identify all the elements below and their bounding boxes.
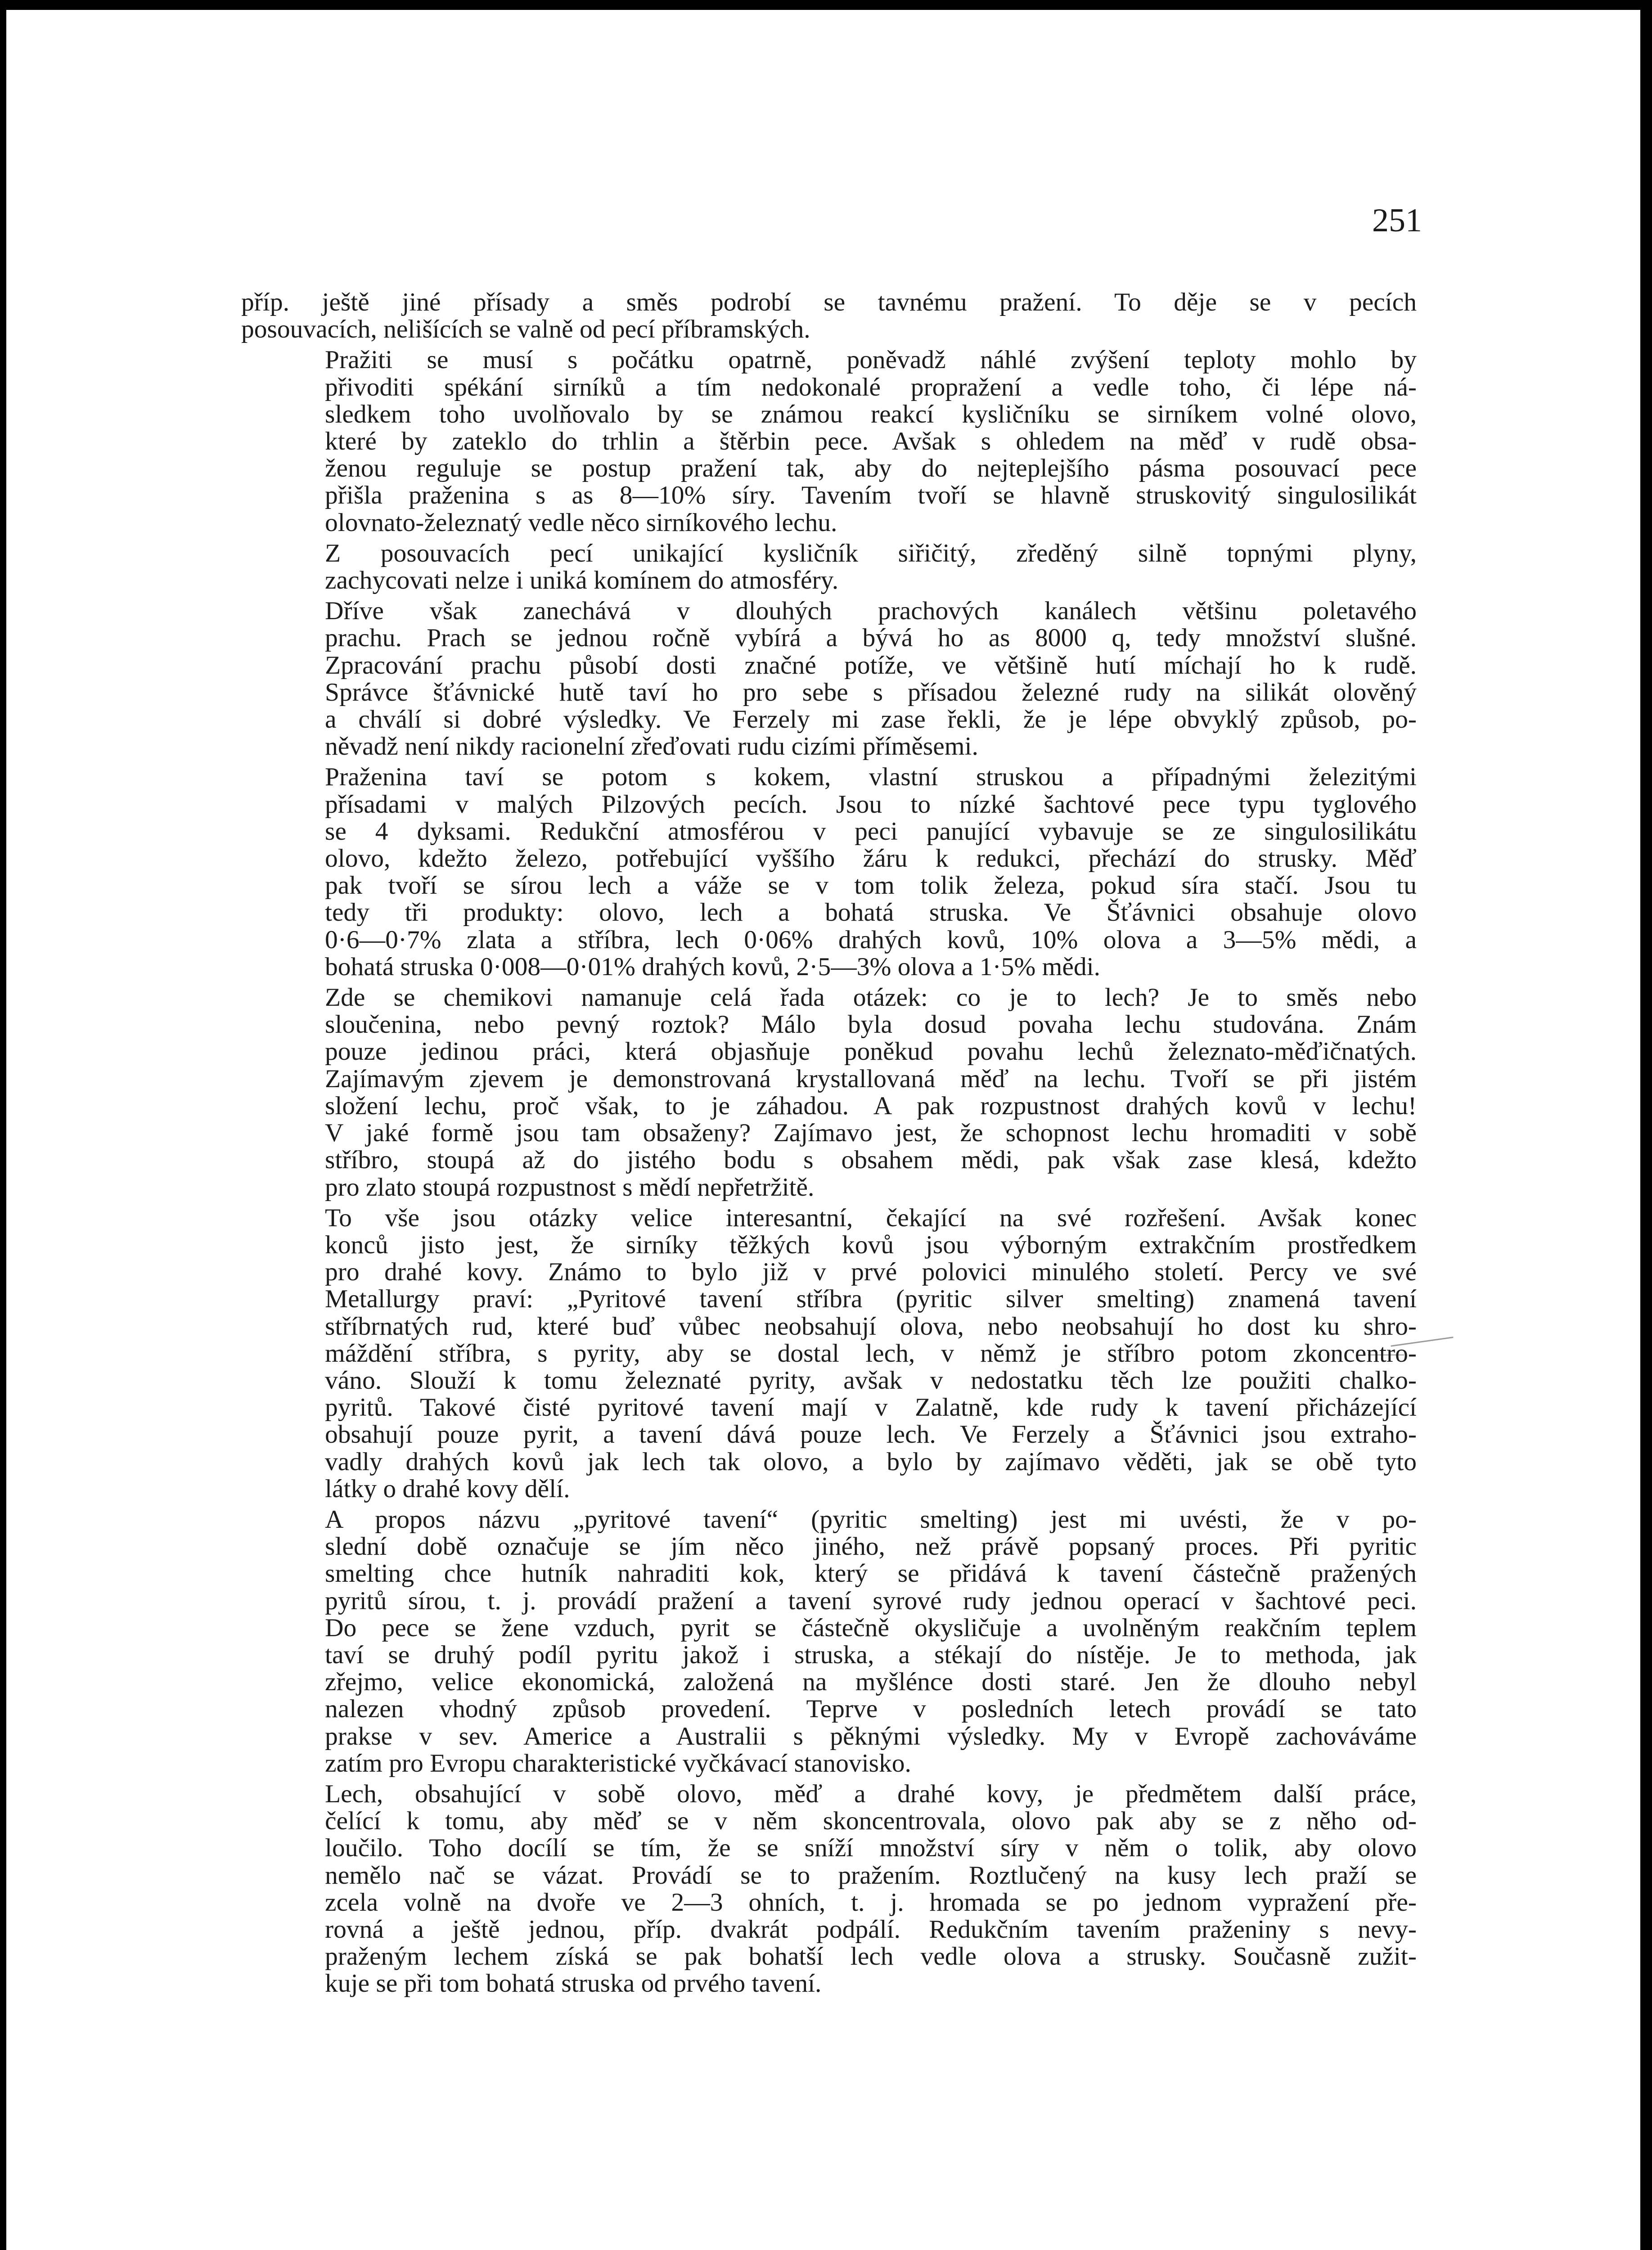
text-line: pouze jedinou práci, která objasňuje poněkud povahu lechů železnato-měďičnatých.	[325, 1037, 1417, 1066]
text-line: smelting chce hutník nahraditi kok, který se přidává k tavení částečně pražených	[325, 1559, 1417, 1588]
text-line: obsahují pouze pyrit, a tavení dává pouze lech. Ve Ferzely a Šťávnici jsou extraho-	[325, 1420, 1417, 1449]
text-line: zachycovati nelze i uniká komínem do atmosféry.	[325, 566, 839, 595]
text-line: 0·6—0·7% zlata a stříbra, lech 0·06% drahých kovů, 10% olova a 3—5% mědi, a	[325, 925, 1417, 954]
text-line: Lech, obsahující v sobě olovo, měď a drahé kovy, je předmětem další práce,	[325, 1779, 1417, 1808]
text-line: posouvacích, nelišících se valně od pecí příbramských.	[241, 315, 810, 344]
text-line: čelící k tomu, aby měď se v něm skoncentrovala, olovo pak aby se z něho od-	[325, 1807, 1417, 1836]
paragraph	[241, 289, 1417, 343]
text-line: Praženina taví se potom s kokem, vlastní struskou a případnými železitými	[325, 763, 1417, 792]
text-line: taví se druhý podíl pyritu jakož i struska, a stékají do nístěje. Je to methoda, jak	[325, 1640, 1417, 1669]
text-line: látky o drahé kovy dělí.	[325, 1474, 570, 1503]
text-line: zřejmo, velice ekonomická, založená na myšlénce dosti staré. Jen že dlouho nebyl	[325, 1668, 1417, 1696]
text-line: A propos názvu „pyritové tavení“ (pyritic smelting) jest mi uvésti, že v po-	[325, 1505, 1417, 1534]
paragraph	[241, 764, 1417, 981]
scan-border-left	[0, 0, 6, 2250]
text-line: kuje se při tom bohatá struska od prvého tavení.	[325, 1969, 822, 1998]
paragraph	[241, 984, 1417, 1201]
text-line: váno. Slouží k tomu železnaté pyrity, avšak v nedostatku těch lze použiti chalko-	[325, 1366, 1417, 1395]
text-line: přišla praženina s as 8—10% síry. Tavením tvoří se hlavně struskovitý singulosilikát	[325, 481, 1417, 510]
paragraph	[241, 346, 1417, 536]
paragraph	[241, 1506, 1417, 1777]
text-line: zcela volně na dvoře ve 2—3 ohních, t. j. hromada se po jednom vypražení pře-	[325, 1888, 1417, 1917]
page-number: 251	[1372, 202, 1422, 239]
text-line: pyritů. Takové čisté pyritové tavení mají v Zalatně, kde rudy k tavení přicházející	[325, 1393, 1417, 1422]
text-line: praženým lechem získá se pak bohatší lech vedle olova a strusky. Současně zužit-	[325, 1942, 1417, 1971]
text-line: Zajímavým zjevem je demonstrovaná krystallovaná měď na lechu. Tvoří se při jistém	[325, 1064, 1417, 1093]
text-line: které by zateklo do trhlin a štěrbin pece. Avšak s ohledem na měď v rudě obsa-	[325, 427, 1417, 456]
text-line: bohatá struska 0·008—0·01% drahých kovů, 2·5—3% olova a 1·5% mědi.	[325, 952, 1101, 981]
scan-border-top	[0, 0, 1652, 10]
text-line: konců jisto jest, že sirníky těžkých kovů jsou výborným extrakčním prostředkem	[325, 1230, 1417, 1259]
text-line: Metallurgy praví: „Pyritové tavení stříbra (pyritic silver smelting) znamená tavení	[325, 1285, 1417, 1314]
text-line: stříbrnatých rud, které buď vůbec neobsahují olova, nebo neobsahují ho dost ku shro-	[325, 1312, 1417, 1341]
text-line: nemělo nač se vázat. Provádí se to pražením. Roztlučený na kusy lech praží se	[325, 1861, 1417, 1890]
text-line: zatím pro Evropu charakteristické vyčkávací stanovisko.	[325, 1749, 911, 1778]
scan-border-right	[1640, 0, 1652, 2250]
text-line: olovnato-železnatý vedle něco sirníkového lechu.	[325, 508, 837, 537]
body-text	[241, 289, 1417, 2001]
text-line: máždění stříbra, s pyrity, aby se dostal lech, v němž je stříbro potom zkoncentro-	[325, 1339, 1417, 1368]
text-line: pro zlato stoupá rozpustnost s mědí nepřetržitě.	[325, 1173, 815, 1202]
text-line: V jaké formě jsou tam obsaženy? Zajímavo jest, že schopnost lechu hromaditi v sobě	[325, 1119, 1417, 1148]
text-line: Dříve však zanechává v dlouhých prachových kanálech většinu poletavého	[325, 597, 1417, 626]
text-line: příp. ještě jiné přísady a směs podrobí se tavnému pražení. To děje se v pecích	[241, 288, 1417, 316]
text-line: Z posouvacích pecí unikající kysličník siřičitý, zředěný silně topnými plyny,	[325, 539, 1417, 567]
paragraph	[241, 598, 1417, 760]
text-line: stříbro, stoupá až do jistého bodu s obsahem mědi, pak však zase klesá, kdežto	[325, 1146, 1417, 1174]
text-line: Správce šťávnické hutě taví ho pro sebe s přísadou železné rudy na silikát olověný	[325, 678, 1417, 706]
text-line: tedy tři produkty: olovo, lech a bohatá struska. Ve Šťávnici obsahuje olovo	[325, 898, 1417, 927]
text-line: olovo, kdežto železo, potřebující vyššího žáru k redukci, přechází do strusky. Měď	[325, 844, 1417, 873]
text-line: prachu. Prach se jednou ročně vybírá a bývá ho as 8000 q, tedy množství slušné.	[325, 624, 1417, 652]
text-line: sloučenina, nebo pevný roztok? Málo byla dosud povaha lechu studována. Znám	[325, 1010, 1417, 1039]
text-line: pyritů sírou, t. j. provádí pražení a tavení syrové rudy jednou operací v šachtové peci.	[325, 1586, 1417, 1615]
text-line: nalezen vhodný způsob provedení. Teprve v posledních letech provádí se tato	[325, 1695, 1417, 1724]
text-line: přivoditi spékání sirníků a tím nedokonalé propražení a vedle toho, či lépe ná-	[325, 373, 1417, 401]
text-line: rovná a ještě jednou, příp. dvakrát podpálí. Redukčním tavením praženiny s nevy-	[325, 1915, 1417, 1944]
text-line: Pražiti se musí s počátku opatrně, poněvadž náhlé zvýšení teploty mohlo by	[325, 346, 1417, 374]
text-line: slední době označuje se jím něco jiného, než právě popsaný proces. Při pyritic	[325, 1532, 1417, 1561]
text-line: Zpracování prachu působí dosti značné potíže, ve většině hutí míchají ho k rudě.	[325, 651, 1417, 680]
text-line: něvadž není nikdy racionelní zřeďovati rudu cizími příměsemi.	[325, 732, 978, 761]
paragraph	[241, 540, 1417, 594]
text-line: loučilo. Toho docílí se tím, že se sníží množství síry v něm o tolik, aby olovo	[325, 1834, 1417, 1863]
text-line: a chválí si dobré výsledky. Ve Ferzely mi zase řekli, že je lépe obvyklý způsob, po-	[325, 705, 1417, 734]
text-line: prakse v sev. Americe a Australii s pěknými výsledky. My v Evropě zachováváme	[325, 1722, 1417, 1750]
text-line: sledkem toho uvolňovalo by se známou reakcí kysličníku se sirníkem volné olovo,	[325, 400, 1417, 428]
text-line: Do pece se žene vzduch, pyrit se částečně okysličuje a uvolněným reakčním teplem	[325, 1613, 1417, 1642]
text-line: se 4 dyksami. Redukční atmosférou v peci panující vybavuje se ze singulosilikátu	[325, 817, 1417, 846]
text-line: přísadami v malých Pilzových pecích. Jsou to nízké šachtové pece typu tyglového	[325, 790, 1417, 819]
text-line: ženou reguluje se postup pražení tak, aby do nejteplejšího pásma posouvací pece	[325, 454, 1417, 483]
text-line: To vše jsou otázky velice interesantní, čekající na své rozřešení. Avšak konec	[325, 1203, 1417, 1232]
text-line: pak tvoří se sírou lech a váže se v tom tolik železa, pokud síra stačí. Jsou tu	[325, 871, 1417, 900]
paragraph	[241, 1781, 1417, 1998]
paragraph	[241, 1205, 1417, 1503]
text-line: vadly drahých kovů jak lech tak olovo, a bylo by zajímavo věděti, jak se obě tyto	[325, 1447, 1417, 1476]
text-line: pro drahé kovy. Známo to bylo již v prvé polovici minulého století. Percy ve své	[325, 1258, 1417, 1287]
text-line: složení lechu, proč však, to je záhadou. A pak rozpustnost drahých kovů v lechu!	[325, 1091, 1417, 1120]
text-line: Zde se chemikovi namanuje celá řada otázek: co je to lech? Je to směs nebo	[325, 983, 1417, 1012]
